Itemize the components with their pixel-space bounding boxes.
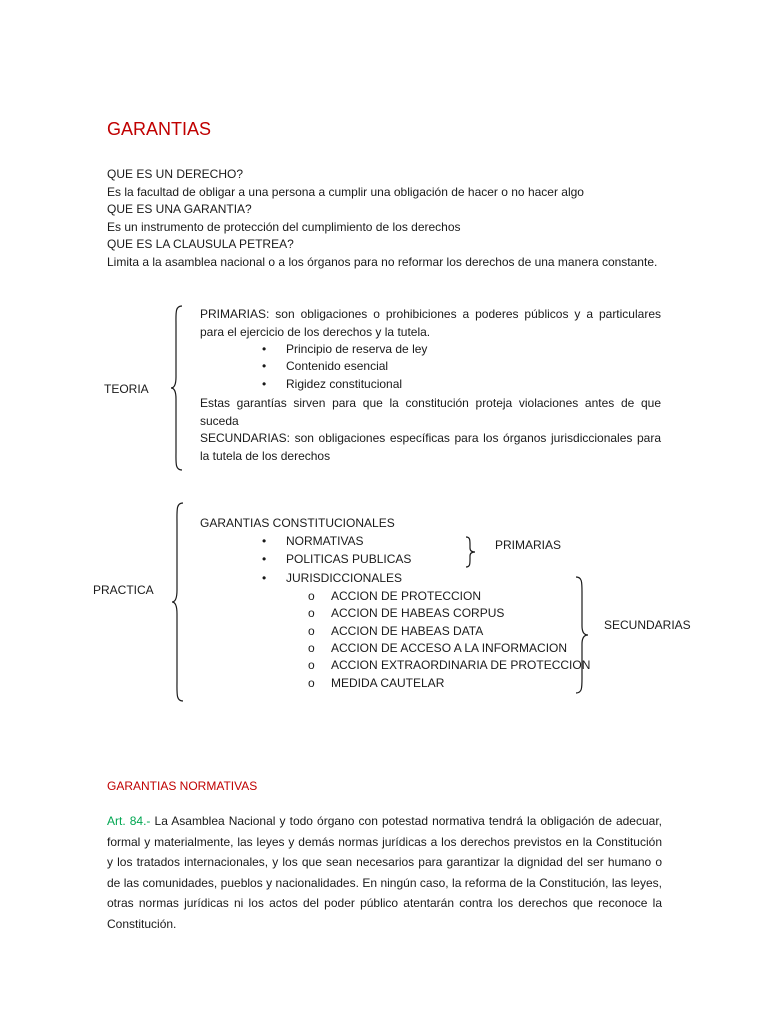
article-84 <box>107 811 662 934</box>
teoria-primarias: PRIMARIAS: son obligaciones o prohibiciones a poderes públicos y a particulares para el ejercicio de los derechos y la tutela. <box>200 307 661 339</box>
practica-bullet-item: • JURISDICCIONALES <box>286 571 402 585</box>
accion-item: o ACCION DE PROTECCION <box>331 589 481 603</box>
article-label: Art. 84.- <box>107 814 151 828</box>
secundarias-brace <box>575 576 591 694</box>
accion-item: o ACCION DE ACCESO A LA INFORMACION <box>331 641 567 655</box>
secundarias-label: SECUNDARIAS <box>604 618 691 632</box>
teoria-bullet-item: • Contenido esencial <box>286 359 388 373</box>
teoria-brace <box>170 305 186 471</box>
article-text: La Asamblea Nacional y todo órgano con potestad normativa tendrá la obligación de adecuar, formal y materialmente, las leyes y demás normas jurídicas a los derechos previstos en la Constitución y los tratados internacionales, y los que sean necesarios para garantizar la dignidad del ser humano o de las comunidades, pueblos y nacionalidades. En ningún caso, la reforma de la Constitución, las leyes, otras normas jurídicas ni los actos del poder público atentarán contra los derechos que reconoce la Constitución. <box>107 814 662 931</box>
teoria-bullet-item: • Principio de reserva de ley <box>286 342 427 356</box>
accion-item: o ACCION EXTRAORDINARIA DE PROTECCION <box>331 658 590 672</box>
practica-bullet-item: • NORMATIVAS <box>286 534 364 548</box>
accion-item: o ACCION DE HABEAS CORPUS <box>331 606 504 620</box>
practica-heading: GARANTIAS CONSTITUCIONALES <box>200 516 395 530</box>
page-title: GARANTIAS <box>107 119 212 139</box>
answer-derecho: Es la facultad de obligar a una persona a cumplir una obligación de hacer o no hacer algo <box>107 185 584 199</box>
question-derecho: QUE ES UN DERECHO? <box>107 167 244 181</box>
section-heading-normativas: GARANTIAS NORMATIVAS <box>107 779 258 793</box>
practica-bullet-item: • POLITICAS PUBLICAS <box>286 552 411 566</box>
teoria-bullet-item: • Rigidez constitucional <box>286 377 402 391</box>
primarias-brace <box>465 536 477 568</box>
practica-label: PRACTICA <box>93 583 154 597</box>
primarias-label: PRIMARIAS <box>495 538 562 552</box>
teoria-secundarias: SECUNDARIAS: son obligaciones específicas para los órganos jurisdiccionales para la tutela de los derechos <box>200 431 661 463</box>
practica-brace <box>171 502 187 702</box>
accion-item: o MEDIDA CAUTELAR <box>331 676 444 690</box>
question-clausula-petrea: QUE ES LA CLAUSULA PETREA? <box>107 237 294 251</box>
teoria-note: Estas garantías sirven para que la constitución proteja violaciones antes de que suceda <box>200 396 661 428</box>
teoria-label: TEORIA <box>104 382 149 396</box>
answer-clausula-petrea: Limita a la asamblea nacional o a los órganos para no reformar los derechos de una manera constante. <box>107 255 658 269</box>
question-garantia: QUE ES UNA GARANTIA? <box>107 202 252 216</box>
accion-item: o ACCION DE HABEAS DATA <box>331 624 483 638</box>
answer-garantia: Es un instrumento de protección del cumplimiento de los derechos <box>107 220 461 234</box>
